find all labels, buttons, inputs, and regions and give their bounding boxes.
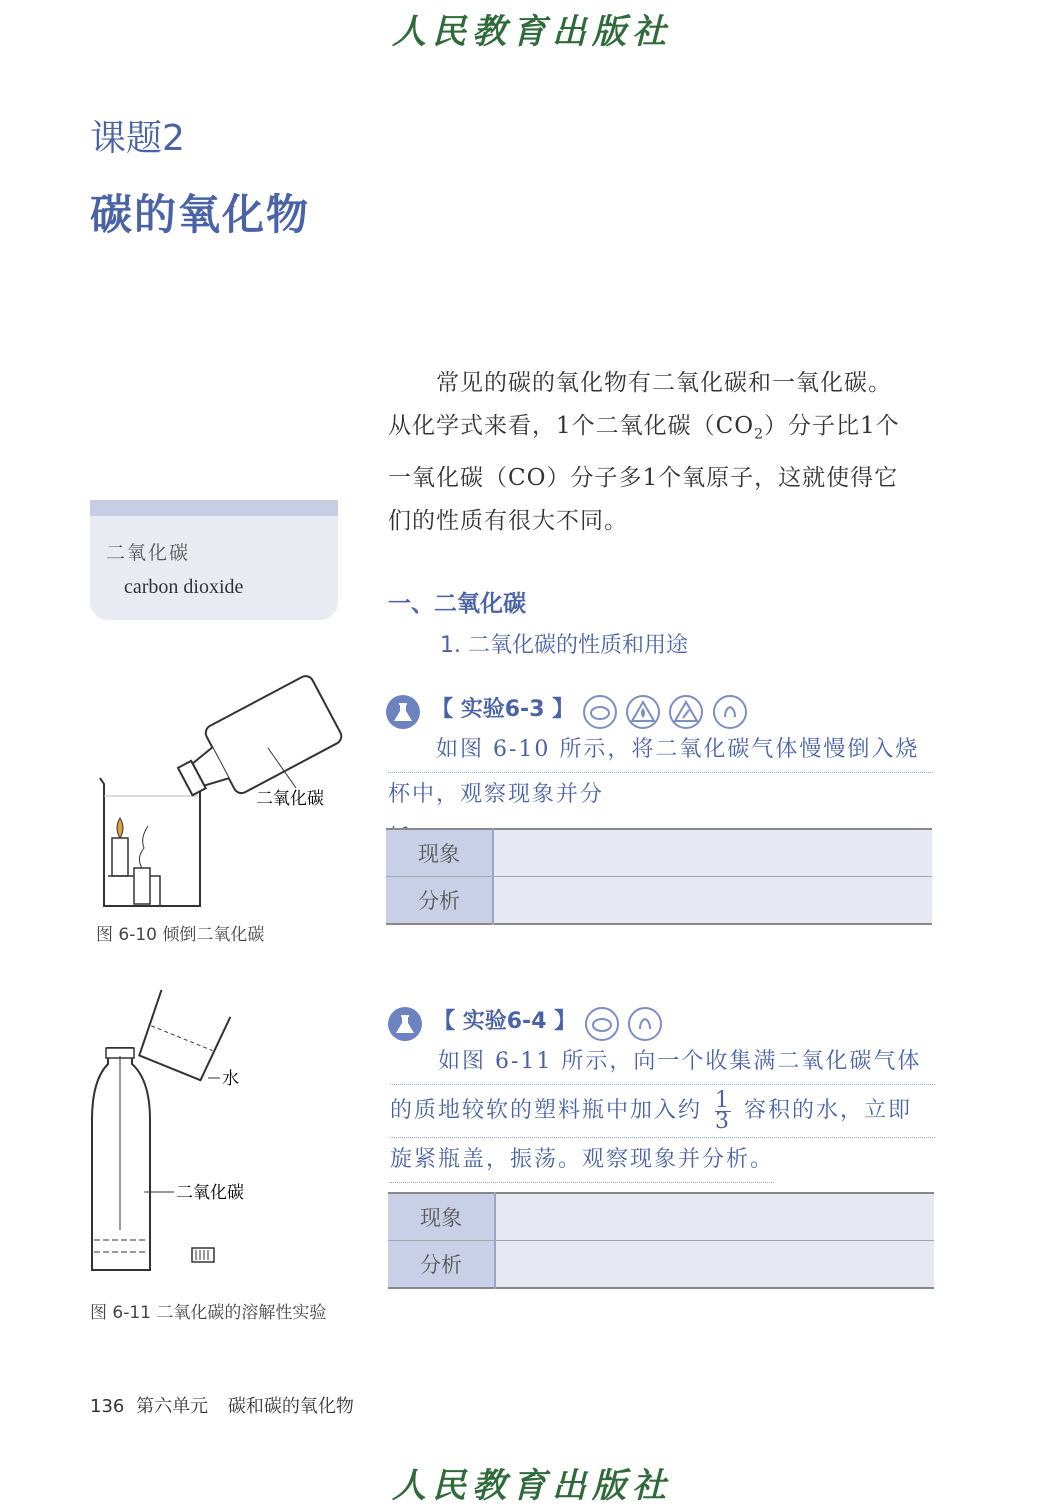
hand-warning-icon — [669, 695, 703, 729]
table-row — [386, 877, 932, 925]
figure-pouring-co2 — [90, 668, 350, 913]
table-value-cell[interactable] — [495, 1241, 934, 1289]
figure-1-label: 二氧化碳 — [256, 789, 324, 809]
intro-line-2 — [388, 405, 936, 457]
figure-co2-solubility — [88, 990, 358, 1280]
table-value-cell[interactable] — [495, 1193, 934, 1241]
experiment-2-text — [390, 1040, 935, 1183]
lesson-label: 课题2 — [90, 118, 185, 159]
table-header-cell: 现象 — [386, 829, 493, 877]
experiment-1-title: 【 实验6-3 】 — [431, 697, 575, 722]
publisher-logo-top: 人民教育出版社 — [392, 12, 672, 52]
experiment-1-line-2: 杯中，观察现象并分 — [388, 773, 646, 862]
intro-paragraph — [388, 362, 936, 543]
unit-name: 第六单元 — [136, 1396, 209, 1417]
table-row — [388, 1193, 934, 1241]
vocabulary-band — [90, 500, 338, 516]
figure-2-water-label: 水 — [222, 1069, 239, 1089]
intro-line-2a: 从化学式来看，1个二氧化碳（CO — [388, 413, 755, 439]
table-header-cell: 分析 — [388, 1241, 495, 1289]
experiment-1-header — [386, 692, 747, 729]
section-subheading: 1. 二氧化碳的性质和用途 — [440, 633, 688, 658]
experiment-2-line-1: 如图 6-11 所示，向一个收集满二氧化碳气体 — [390, 1040, 935, 1085]
experiment-2-header — [388, 1004, 662, 1041]
fraction-denominator: 3 — [715, 1108, 732, 1134]
goggles-icon — [583, 695, 617, 729]
section-heading: 一、二氧化碳 — [388, 591, 526, 617]
table-header-cell: 现象 — [388, 1193, 495, 1241]
experiment-1-table — [386, 828, 932, 925]
figure-1-caption: 图 6-10 倾倒二氧化碳 — [96, 925, 265, 945]
experiment-2-table — [388, 1192, 934, 1289]
lesson-title: 碳的氧化物 — [90, 190, 311, 239]
vocabulary-en: carbon dioxide — [124, 576, 244, 598]
page-footer — [90, 1392, 354, 1418]
figure-2-gas-label: 二氧化碳 — [176, 1183, 244, 1203]
publisher-logo-bottom: 人民教育出版社 — [392, 1466, 672, 1506]
experiment-2-line-2 — [390, 1085, 935, 1138]
fraction — [715, 1087, 732, 1134]
flame-warning-icon — [626, 695, 660, 729]
experiment-1-line-1: 如图 6-10 所示，将二氧化碳气体慢慢倒入烧 — [388, 728, 933, 773]
table-row — [388, 1241, 934, 1289]
table-value-cell[interactable] — [493, 829, 932, 877]
flask-icon — [386, 695, 420, 729]
intro-line-4: 们的性质有很大不同。 — [388, 507, 628, 534]
vocabulary-box — [90, 500, 338, 620]
page-number: 136 — [90, 1396, 125, 1417]
co2-subscript: 2 — [754, 426, 765, 443]
table-header-cell: 分析 — [386, 877, 493, 925]
figure-2-caption: 图 6-11 二氧化碳的溶解性实验 — [90, 1303, 327, 1323]
intro-line-2b: ）分子比1个 — [764, 413, 900, 439]
goggles-icon — [585, 1007, 619, 1041]
wash-hands-icon — [628, 1007, 662, 1041]
intro-line-3: 一氧化碳（CO）分子多1个氧原子，这就使得它 — [388, 464, 899, 491]
flask-icon — [388, 1007, 422, 1041]
fraction-numerator: 1 — [715, 1087, 732, 1113]
table-value-cell[interactable] — [493, 877, 932, 925]
experiment-2-title: 【 实验6-4 】 — [433, 1009, 577, 1034]
experiment-2-line-2a: 的质地较软的塑料瓶中加入约 — [390, 1098, 703, 1123]
experiment-2-line-3: 旋紧瓶盖，振荡。观察现象并分析。 — [390, 1138, 774, 1183]
experiment-2-line-2b: 容积的水，立即 — [744, 1098, 913, 1123]
intro-line-1: 常见的碳的氧化物有二氧化碳和一氧化碳。 — [436, 370, 892, 396]
vocabulary-zh: 二氧化碳 — [106, 542, 191, 564]
table-row — [386, 829, 932, 877]
wash-hands-icon — [713, 695, 747, 729]
unit-title: 碳和碳的氧化物 — [227, 1396, 354, 1417]
